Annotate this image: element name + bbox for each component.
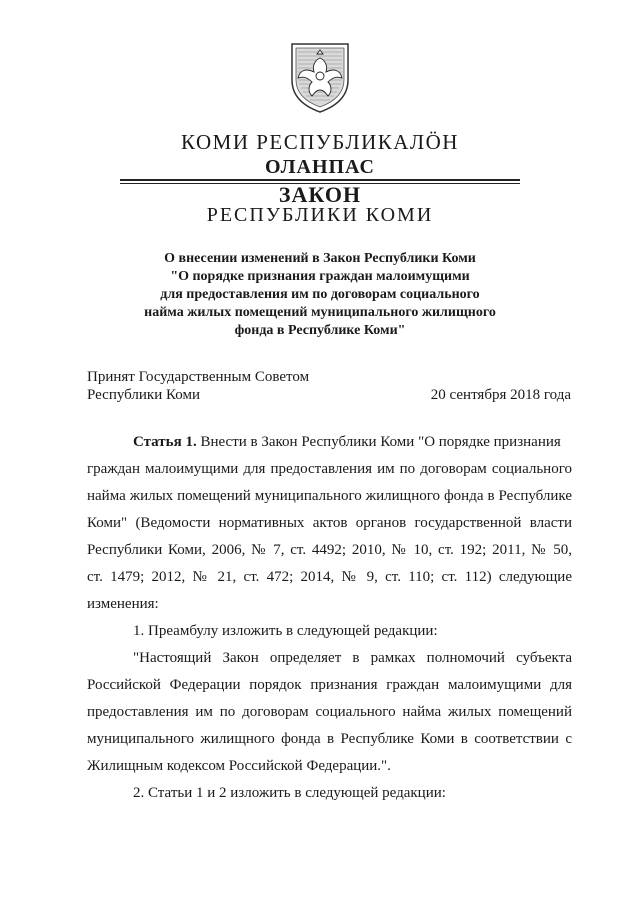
law-title-line: фонда в Республике Коми" [234, 323, 406, 338]
body-line: Республики Коми, 2006, № 7, ст. 4492; 2010, № 10, ст. 192; 2011, № 50, [87, 542, 572, 558]
law-title [100, 250, 540, 340]
body-line: найма жилых помещений муниципального жилищного фонда в Республике [87, 488, 572, 504]
body-line: Российской Федерации порядок признания граждан малоимущими для [87, 677, 572, 693]
body-line: 1. Преамбулу изложить в следующей редакции: [133, 623, 438, 639]
law-title-line: найма жилых помещений муниципального жилищного [144, 305, 496, 320]
body-line: предоставления им по договорам социального найма жилых помещений [87, 704, 572, 720]
law-title-line: "О порядке признания граждан малоимущими [170, 269, 470, 284]
article-label: Статья 1. [133, 434, 197, 450]
body-line: 2. Статьи 1 и 2 изложить в следующей редакции: [133, 785, 446, 801]
adoption-line: Принят Государственным Советом [87, 369, 310, 385]
body-line: Жилищным кодексом Российской Федерации.". [87, 758, 391, 774]
law-title-line: О внесении изменений в Закон Республики Коми [164, 251, 476, 266]
coat-of-arms-emblem [288, 40, 352, 114]
body-text: Внести в Закон Республики Коми "О порядке признания [196, 434, 561, 450]
adoption-line: Республики Коми [87, 387, 200, 403]
body-line: изменения: [87, 596, 159, 612]
adoption-date: 20 сентября 2018 года [430, 387, 571, 403]
law-title-line: для предоставления им по договорам социального [160, 287, 480, 302]
article-first-line [133, 432, 561, 452]
header-divider-thick [120, 179, 520, 181]
body-line: муниципального жилищного фонда в Республике Коми в соответствии с [87, 731, 572, 747]
body-line: ст. 1479; 2012, № 21, ст. 472; 2014, № 9, ст. 110; ст. 112) следующие [87, 569, 572, 585]
body-line: граждан малоимущими для предоставления им по договорам социального [87, 461, 572, 477]
komi-law-heading: ОЛАНПАС [265, 156, 375, 178]
republic-heading: РЕСПУБЛИКИ КОМИ [206, 204, 434, 226]
law-heading: ЗАКОН [278, 182, 362, 207]
adoption-block [87, 368, 309, 404]
body-line: Коми" (Ведомости нормативных актов органов государственной власти [87, 515, 572, 531]
komi-republic-heading: КОМИ РЕСПУБЛИКАЛӦН [181, 130, 459, 154]
body-line: "Настоящий Закон определяет в рамках полномочий субъекта [133, 650, 572, 666]
